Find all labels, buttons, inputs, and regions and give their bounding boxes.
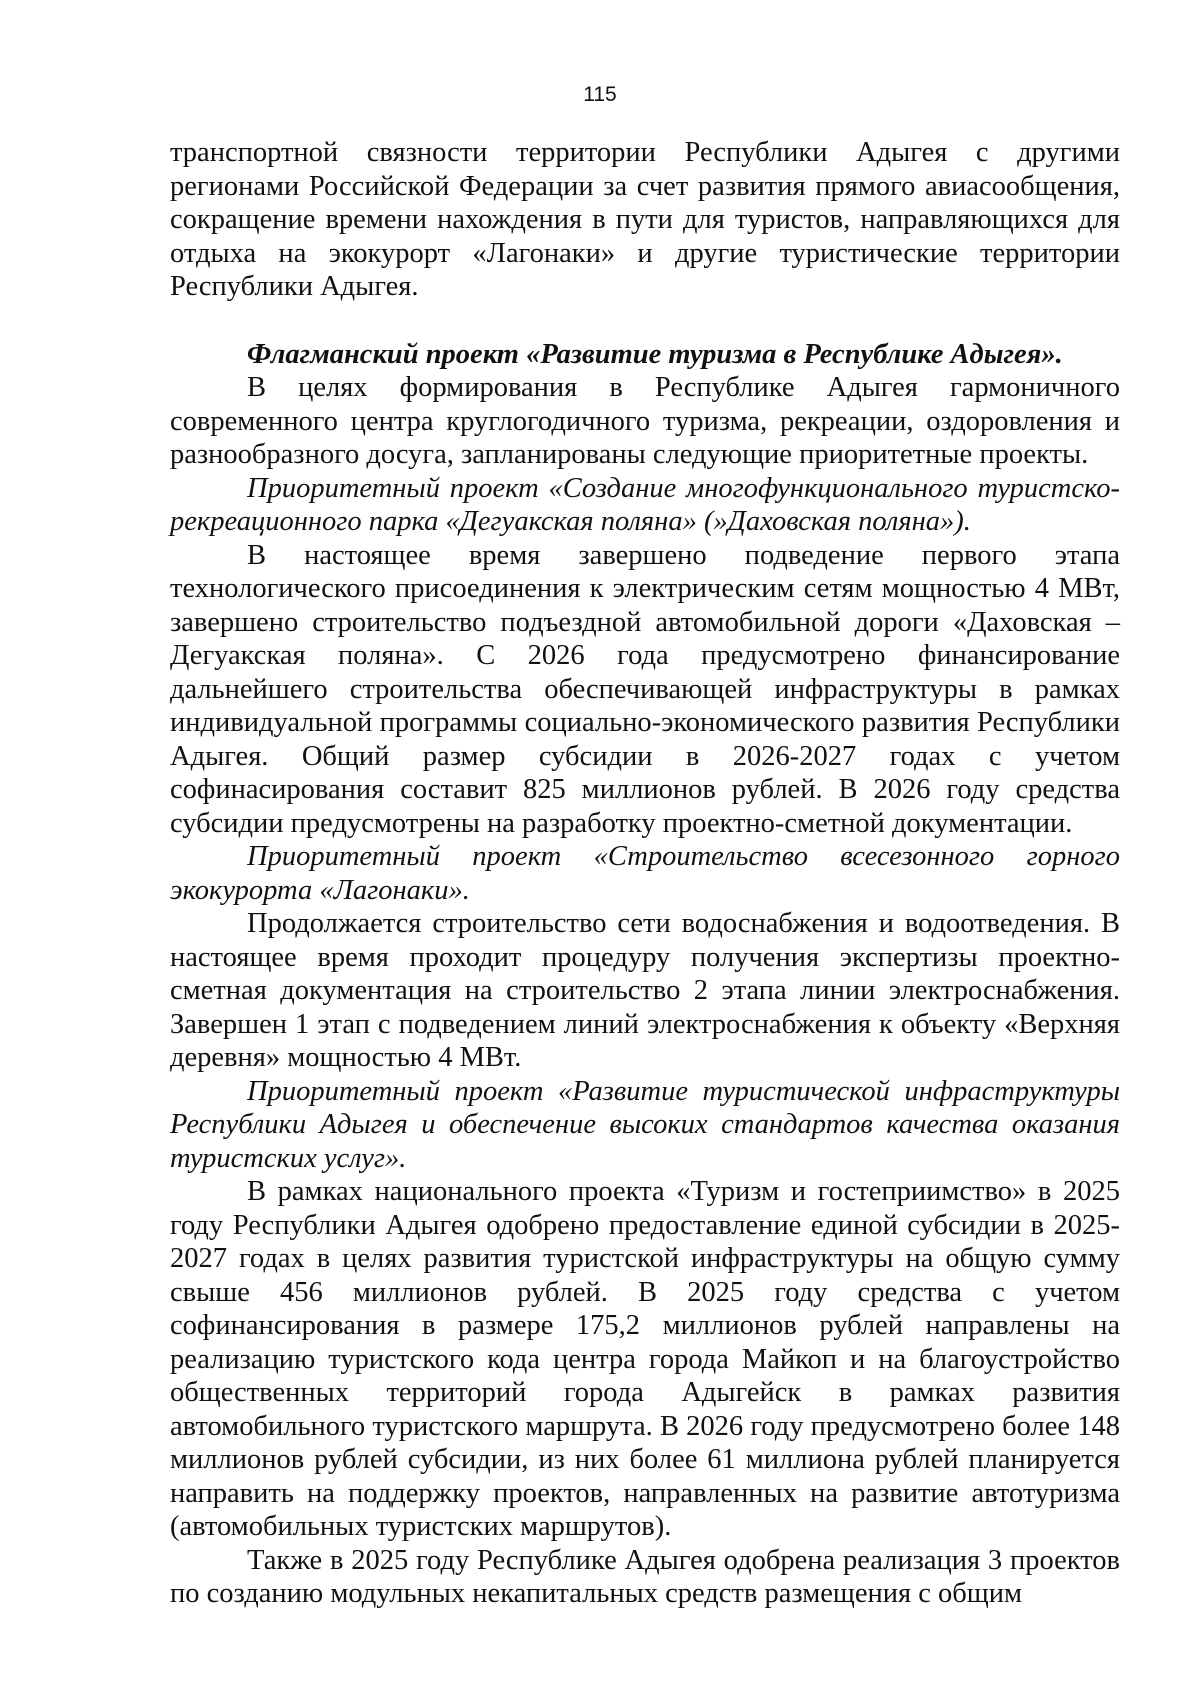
paragraph-lagonaki-details: Продолжается строительство сети водоснабжения и водоотведения. В настоящее время проходит процедуру получения экспертизы проектно-сметная документация на строительство 2 этапа линии электроснабжения. Завершен 1 этап с подведением линий электроснабжения к объекту «Верхняя деревня» мощностью 4 МВт. bbox=[170, 908, 1120, 1073]
priority-project-heading-lagonaki: Приоритетный проект «Строительство всесезонного горного экокурорта «Лагонаки». bbox=[170, 841, 1120, 906]
paragraph-transport-connectivity: транспортной связности территории Республики Адыгея с другими регионами Российской Федерации за счет развития прямого авиасообщения, сокращение времени нахождения в пути для туристов, направляющихся для отдыха на экокурорт «Лагонаки» и другие туристические территории Республики Адыгея. bbox=[170, 137, 1120, 302]
document-body bbox=[170, 136, 1120, 1611]
priority-project-heading-deguak: Приоритетный проект «Создание многофункционального туристско-рекреационного парка «Дегуакская поляна» (»Даховская поляна»). bbox=[170, 472, 1120, 537]
priority-project-heading-infrastructure: Приоритетный проект «Развитие туристической инфраструктуры Республики Адыгея и обеспечение высоких стандартов качества оказания туристских услуг». bbox=[170, 1075, 1120, 1174]
paragraph-modular-accommodation: Также в 2025 году Республике Адыгея одобрена реализация 3 проектов по созданию модульных некапитальных средств размещения с общим bbox=[170, 1544, 1120, 1609]
page-number: 115 bbox=[583, 83, 617, 106]
flagship-project-heading: Флагманский проект «Развитие туризма в Республике Адыгея». bbox=[247, 338, 1063, 370]
paragraph-flagship-intro: В целях формирования в Республике Адыгея гармоничного современного центра круглогодичного туризма, рекреации, оздоровления и разнообразного досуга, запланированы следующие приоритетные проекты. bbox=[170, 372, 1120, 470]
paragraph-national-project: В рамках национального проекта «Туризм и гостеприимство» в 2025 году Республики Адыгея одобрено предоставление единой субсидии в 2025-2027 годах в целях развития туристской инфраструктуры на общую сумму свыше 456 миллионов рублей. В 2025 году средства с учетом софинансирования в размере 175,2 миллионов рублей направлены на реализацию туристского кода центра города Майкоп и на благоустройство общественных территорий города Адыгейск в рамках развития автомобильного туристского маршрута. В 2026 году предусмотрено более 148 миллионов рублей субсидии, из них более 61 миллиона рублей планируется направить на поддержку проектов, направленных на развитие автотуризма (автомобильных туристских маршрутов). bbox=[170, 1176, 1120, 1542]
paragraph-deguak-details: В настоящее время завершено подведение первого этапа технологического присоединения к электрическим сетям мощностью 4 МВт, завершено строительство подъездной автомобильной дороги «Даховская – Дегуакская поляна». С 2026 года предусмотрено финансирование дальнейшего строительства обеспечивающей инфраструктуры в рамках индивидуальной программы социально-экономического развития Республики Адыгея. Общий размер субсидии в 2026-2027 годах с учетом софинасирования составит 825 миллионов рублей. В 2026 году средства субсидии предусмотрены на разработку проектно-сметной документации. bbox=[170, 539, 1120, 839]
